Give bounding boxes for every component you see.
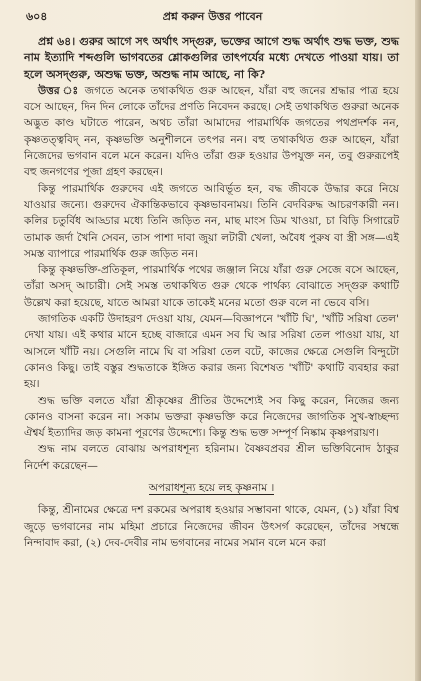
answer-text-1: জগতে অনেক তথাকথিত গুরু আছেন, যাঁরা বহু জনের শ্রদ্ধার পাত্র হয়ে বসে আছেন, দিন দিন লোকে তাঁদের প্রণতি নিবেদন করছে। সেই তথাকথিত গুরুরা অনেক অদ্ভুত কাণ্ড ঘটাতে পারেন, অথচ তাঁরা আমাদের পারমার্থিক জগতের পথপ্রদর্শক নন, কৃষ্ণতত্ত্ববিদ্‌ নন, কৃষ্ণভক্তি অনুশীলনে তৎপর নন। বহু তথাকথিত গুরু আছেন, যাঁরা নিজেদের ভগবান বলে মনে করেন। যদিও তাঁরা গুরু হওয়ার উপযুক্ত নন, তবু গুরুরূপেই বহু জনগণের পূজা গ্রহণ করছেন। <box>24 84 399 179</box>
verse-quote <box>24 480 399 496</box>
answer-paragraph-3: কিন্তু কৃষ্ণভক্তি-প্রতিকূল, পারমার্থিক পথের জঞ্জাল নিয়ে যাঁরা গুরু সেজে বসে আছেন, তাঁরা অসদ্‌ আচারী। সেই সমস্ত তথাকথিত গুরু থেকে পার্থক্য বোঝাতে সদ্‌গুরু কথাটি উল্লেখ করা হয়েছে, যাতে আমরা যাকে তাকেই মনের মতো গুরু বলে না ভেবে বসি। <box>24 264 399 309</box>
question-label: প্রশ্ন ৬৪। <box>38 35 76 48</box>
answer-paragraph-4: জাগতিক একটি উদাহরণ দেওয়া যায়, যেমন—বিজ্ঞাপনে 'খাঁটি ঘি', 'খাঁটি সরিষা তেল' দেখা যায়। এই কথার মানে হচ্ছে বাজারে এমন সব ঘি আর সরিষা তেল পাওয়া যায়, যা আসলে খাঁটি নয়। সেগুলি নামে ঘি বা সরিষা তেল বটে, কাজের ক্ষেত্রে সেগুলি বিন্দুটো কোনও কিছু। তাই বস্তুর শুদ্ধতাকে ইঙ্গিত করার জন্য বিশেষত 'খাঁটি' কথাটি ব্যবহার করা হয়। <box>24 313 399 391</box>
page-body <box>24 34 399 551</box>
page-number: ৬০৪ <box>26 9 48 23</box>
running-title: প্রশ্ন করুন উত্তর পাবেন <box>162 9 263 23</box>
answer-paragraph-5: শুদ্ধ ভক্তি বলতে যাঁরা শ্রীকৃষ্ণের প্রীতির উদ্দেশ্যেই সব কিছু করেন, নিজের জন্য কোনও বাসনা করেন না। সকাম ভক্তরা কৃষ্ণভক্তি করে নিজেদের জাগতিক সুখ-স্বাচ্ছন্দ্য ঐশ্বর্য ইত্যাদির জড় কামনা পূরণের উদ্দেশ্যে। কিন্তু শুদ্ধ ভক্ত সম্পূর্ণ নিষ্কাম কৃষ্ণপরায়ণ। <box>24 394 399 440</box>
answer-paragraph-6: শুদ্ধ নাম বলতে বোঝায় অপরাধশূন্য হরিনাম। বৈষ্ণবপ্রবর শ্রীল ভক্তিবিনোদ ঠাকুর নির্দেশ করেছেন— <box>24 443 399 472</box>
answer-paragraph-2: কিন্তু পারমার্থিক গুরুদেব এই জগতে আবির্ভূত হন, বদ্ধ জীবকে উদ্ধার করে নিয়ে যাওয়ার জন্যে। গুরুদেব ঐকান্তিকভাবে কৃষ্ণভাবনাময়। তিনি বেদবিরুদ্ধ আচরণকারী নন। কলির চতুর্বিধ আড্ডার মধ্যে তিনি জড়িত নন, মাছ মাংস ডিম খাওয়া, চা বিড়ি সিগারেট তামাক জর্দা খৈনি সেবন, তাস পাশা দাবা জুয়া লটারী খেলা, অবৈধ পুরুষ বা স্ত্রী সঙ্গ—এই সমস্ত ব্যাপারে পারমার্থিক গুরু জড়িত নন। <box>24 182 399 260</box>
question-paragraph <box>24 34 399 83</box>
verse-text: অপরাধশূন্য হয়ে লহ কৃষ্ণনাম । <box>148 482 275 495</box>
page-edge <box>415 0 421 681</box>
answer-paragraph-1 <box>24 83 399 181</box>
answer-label: উত্তর ঃ <box>38 84 80 97</box>
answer-paragraph-7: কিন্তু, শ্রীনামের ক্ষেত্রে দশ রকমের অপরাধ হওয়ার সম্ভাবনা থাকে, যেমন, (১) যাঁরা বিশ্ব জুড়ে ভগবানের নাম মহিমা প্রচারে নিজেদের জীবন উৎসর্গ করেছেন, তাঁদের সম্বন্ধে নিন্দাবাদ করা, (২) দেব-দেবীর নাম ভগবানের নামের সমান বলে মনে করা <box>24 504 399 549</box>
page-header <box>26 6 399 28</box>
question-text: গুরুর আগে সৎ অর্থাৎ সদ্‌গুরু, ভক্তের আগে শুদ্ধ অর্থাৎ শুদ্ধ ভক্ত, শুদ্ধ নাম ইত্যাদি শব্দগুলি ভাগবতের শ্লোকগুলির তাৎপর্যের মধ্যে দেখতে পাওয়া যায়। তা হলে অসদ্‌গুরু, অশুদ্ধ ভক্ত, অশুদ্ধ নাম আছে, না কি? <box>24 35 399 81</box>
